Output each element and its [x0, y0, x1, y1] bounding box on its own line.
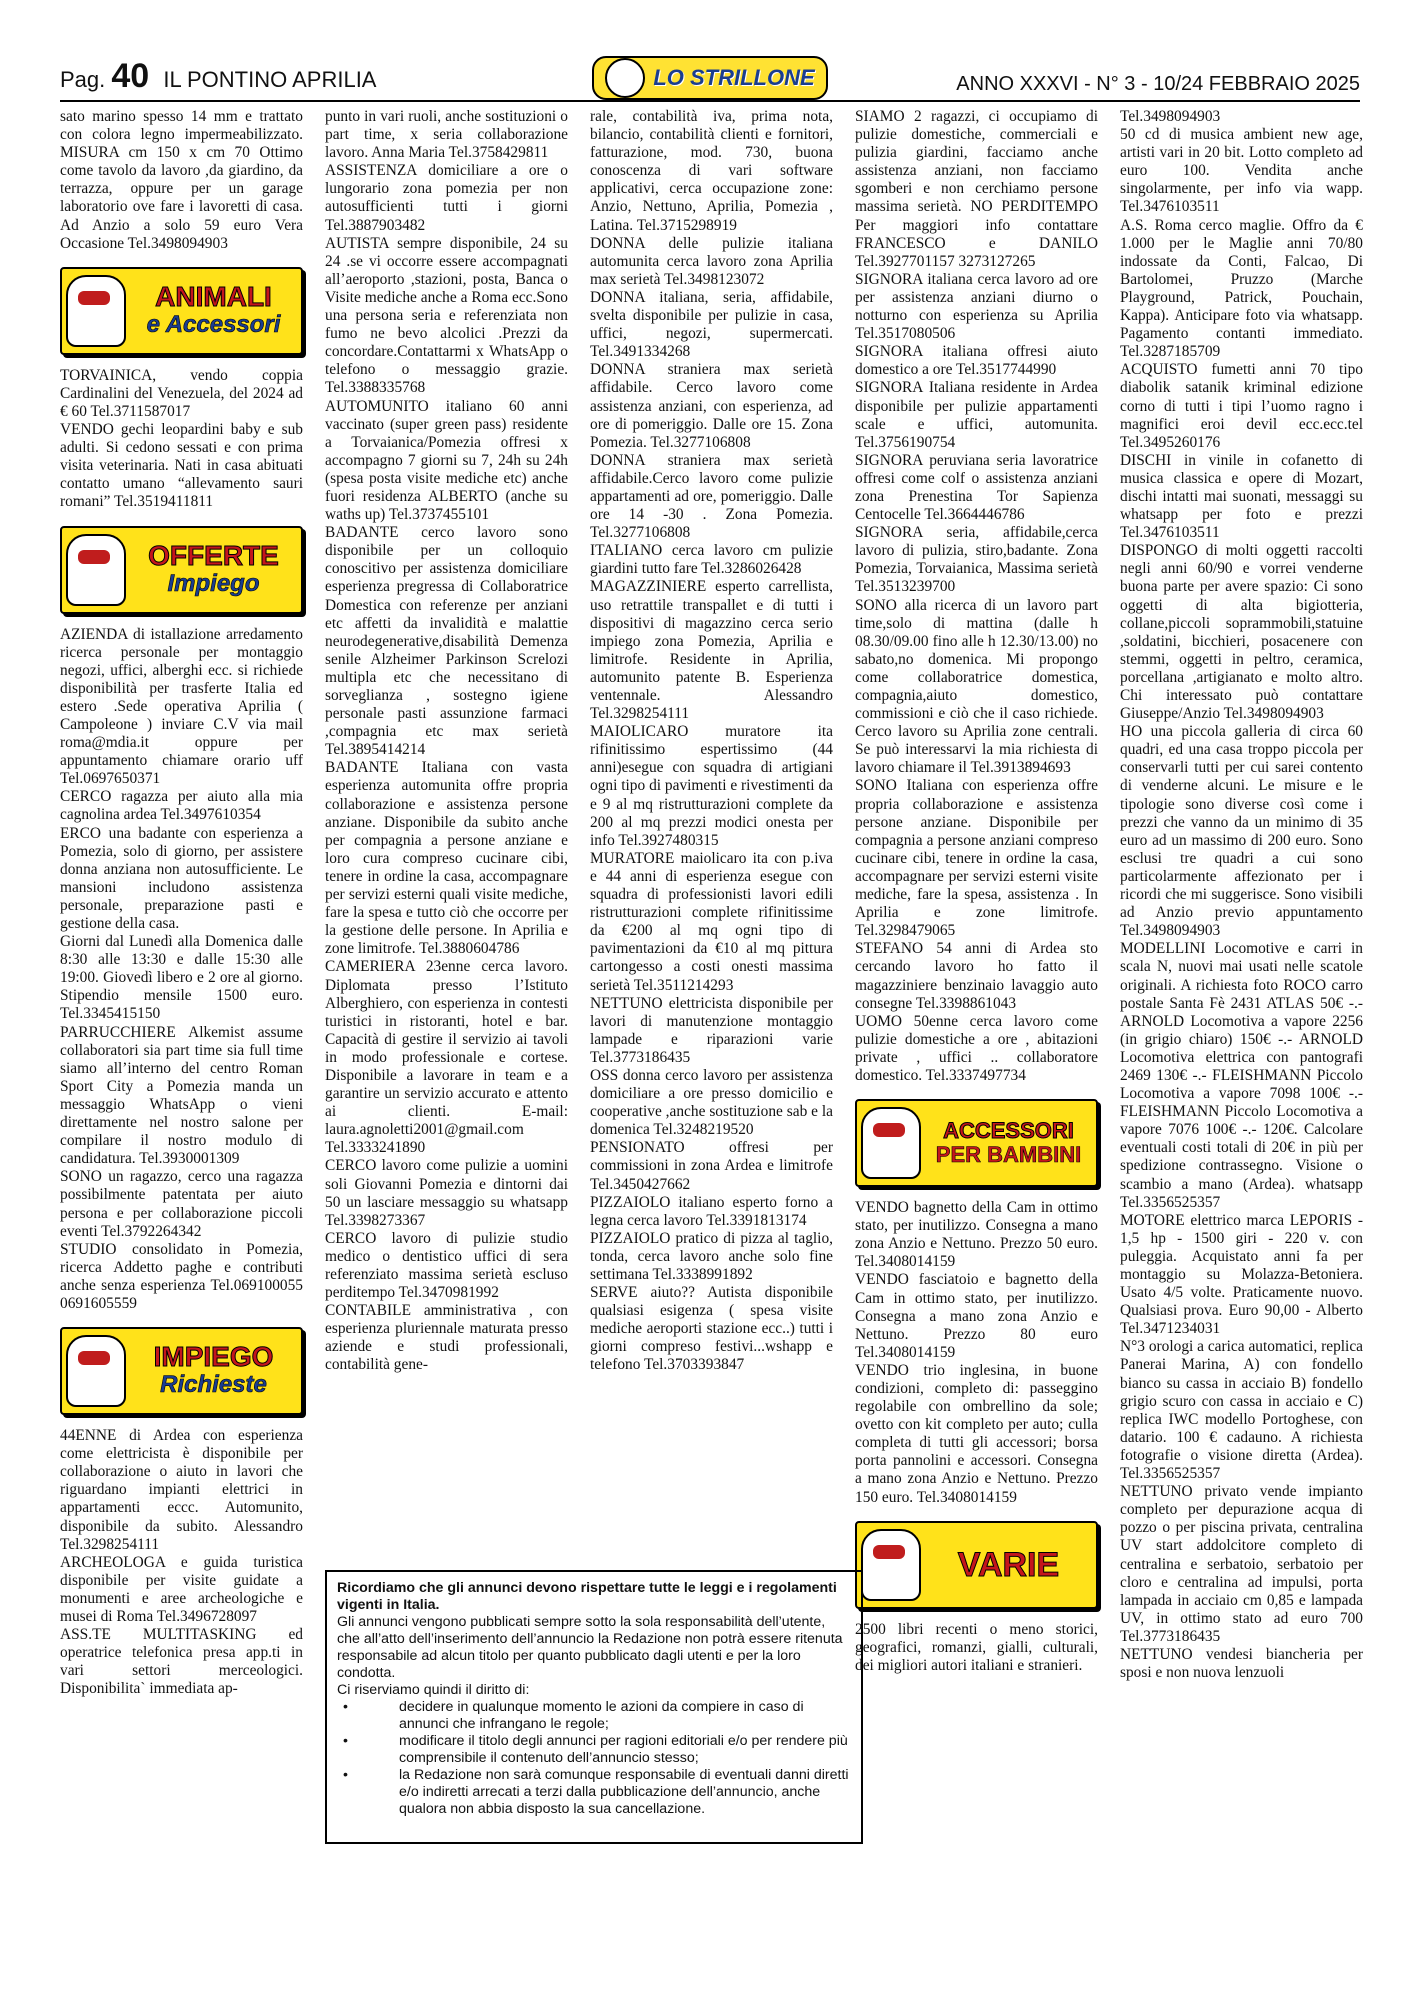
ad-text: SIGNORA italiana cerca lavoro ad ore per assistenza anziani diurno o notturno con esperienza su Aprilia Tel.3517080506 — [855, 270, 1098, 343]
ad-text: BADANTE cerco lavoro sono disponibile per un colloquio conoscitivo per assistenza domiciliare esperienza pregressa di Collaboratrice Domestica con referenze per anziani etc affetti da invalidità e malattie neurodegenerative,disabilità Demenza senile Alzheimer Parkinson Screlozi multipla etc che necessitano di sorveglianza , sostegno igiene personale pasti assunzione farmaci ,compagnia etc max serietà Tel.3895414214 — [325, 524, 568, 759]
lo-strillone-logo — [592, 56, 828, 100]
ad-text: Tel.3498094903 — [1120, 108, 1221, 125]
ad-text: ASS.TE MULTITASKING ed operatrice telefonica presa app.ti in vari settori merceologici. Disponibilita` immediata ap- — [60, 1626, 303, 1698]
ad-text: SONO alla ricerca di un lavoro part time,solo di mattina (dalle h 08.30/09.00 fino alle h 12.30/13.00) no sabato,no domenica. Mi propongo come collaboratrice domestica, compagnia,aiuto domestico, commissioni e ciò che il caso richiede. Cerco lavoro su Aprilia zone centrali. Se può interessarvi la mia richiesta di lavoro chiamare il Tel.3913894693 — [855, 596, 1098, 777]
ad-text: DISPONGO di molti oggetti raccolti negli anni 60/90 e vorrei venderne buona parte per avere spazio: Ci sono oggetti di alta bigiotteria, collane,piccoli soprammobili,statuine ,soldatini, bicchieri, posacenere con stemmi, oggetti in peltro, ceramica, porcellana ,artigianato e molto altro. Chi interessato può contattare Giuseppe/Anzio Tel.3498094903 — [1120, 542, 1363, 723]
ad-text: SONO Italiana con esperienza offre propria collaborazione e assistenza persone anziane. Disponibile per compagnia a persone anziani compreso cucinare cibi, tenere in ordine la casa, accompagnare per servizi esterni visite mediche, fare la spesa, assistenza . In Aprilia e zone limitrofe. Tel.3298479065 — [855, 777, 1098, 940]
ad-text: rale, contabilità iva, prima nota, bilancio, contabilità clienti e fornitori, fatturazione, mod. 730, buona conoscenza di vari software applicativi, cerca occupazione zone: Anzio, Nettuno, Aprilia, Pomezia , Latina. Tel.3715298919 — [590, 108, 833, 234]
ad-text: 50 cd di musica ambient new age, artisti vari in 20 bit. Lotto completo ad euro 100. Vendita anche singolarmente, per info via wapp. Tel.3476103511 — [1120, 126, 1363, 216]
ad-text: NETTUNO elettricista disponibile per lavori di manutenzione montaggio lampade e riparazioni varie Tel.3773186435 — [590, 994, 833, 1066]
notice-paragraph: Ci riserviamo quindi il diritto di: — [337, 1682, 530, 1698]
ad-text: MAIOLICARO muratore ita rifinitissimo espertissimo (44 anni)esegue con squadra di artigiani ogni tipo di pavimenti e rivestimenti da e 9 al mq ristrutturazioni complete da 200 al mq prezzi modici onesta per info Tel.3927480315 — [590, 723, 833, 849]
ad-text: ARCHEOLOGA e guida turistica disponibile per visite guidate a monumenti e aree archeologiche e musei di Roma Tel.3496728097 — [60, 1553, 303, 1625]
ad-text: DONNA delle pulizie italiana automunita cerca lavoro zona Aprilia max serietà Tel.3498123072 — [590, 234, 833, 288]
column-5 — [1120, 108, 1363, 1682]
ad-text: OSS donna cerco lavoro per assistenza domiciliare a ore presso domicilio e cooperative ,anche sostituzione sab e la domenica Tel.3248219520 — [590, 1066, 833, 1139]
banner-subtitle: PER BAMBINI — [935, 1142, 1082, 1168]
column-2 — [325, 108, 568, 1375]
page-label: Pag. — [60, 67, 106, 92]
ad-text: SIGNORA seria, affidabile,cerca lavoro di pulizia, stiro,badante. Zona Pomezia, Torvaianica, Massima serietà Tel.3513239700 — [855, 524, 1098, 596]
ad-text: CERCO lavoro come pulizie a uomini soli Giovanni Pomezia e dintorni dai 50 un lasciare messaggio su whatsapp Tel.3398273367 — [325, 1157, 568, 1229]
ad-text: SONO un ragazzo, cerco una ragazza possibilmente patentata per aiuto persona e per collaborazione piccoli eventi Tel.3792264342 — [60, 1168, 303, 1240]
rules-notice-box — [325, 1570, 863, 1844]
ad-text: AUTISTA sempre disponibile, 24 su 24 .se vi occorre essere accompagnati all’aeroporto ,stazioni, posta, Banca o Visite mediche anche a Roma ecc.Sono una persona seria e referenziata non fumo ne bevo alcolici .Prezzi da concordare.Contattarmi x WhatsApp o telefono o messaggio grazie. Tel.3388335768 — [325, 234, 568, 397]
ad-text: SIGNORA italiana offresi aiuto domestico a ore Tel.3517744990 — [855, 343, 1098, 379]
ad-text: DONNA italiana, seria, affidabile, svelta disponibile per pulizie in casa, uffici, negozi, supermercati. Tel.3491334268 — [590, 288, 833, 361]
ad-text: AUTOMUNITO italiano 60 anni vaccinato (super green pass) residente a Torvaianica/Pomezia offresi x accompagno 7 giorni su 7, 24h su 24h (spesa posta visite mediche etc) anche fuori residenza ALBERTO (anche su waths up) Tel.3737455101 — [325, 397, 568, 524]
ad-text: MOTORE elettrico marca LEPORIS - 1,5 hp - 1500 giri - 220 v. con puleggia. Acquistato anni fa per montaggio su Molazza-Betoniera. Usato 4/5 volte. Praticamente nuovo. Qualsiasi prova. Euro 90,00 - Alberto Tel.3471234031 — [1120, 1211, 1363, 1338]
ad-text: MAGAZZINIERE esperto carrellista, uso retrattile transpallet e di tutti i dispositivi di magazzino cerca serio impiego zona Pomezia, Aprilia e limitrofe. Residente in Aprilia, automunito patente B. Esperienza ventennale. Alessandro Tel.3298254111 — [590, 578, 833, 723]
ad-text: CAMERIERA 23enne cerca lavoro. Diplomata presso l’Istituto Alberghiero, con esperienza in contesti turistici in ristoranti, hotel e bar. Capacità di gestire il servizio ai tavoli in modo professionale e cortese. Disponibile a lavorare in team e a garantire un servizio accurato e attento ai clienti. E-mail: laura.agnoletti2001@gmail.com Tel.3333241890 — [325, 958, 568, 1157]
section-banner-animali — [60, 267, 303, 355]
mascot-icon — [861, 1107, 921, 1179]
ad-text: sato marino spesso 14 mm e trattato con colora legno impermeabilizzato. MISURA cm 150 x cm 70 Ottimo come tavolo da lavoro ,da giardino, da terrazza, oppure per un garage laboratorio ove fare i lavoretti di casa. Ad Anzio a solo 59 euro Vera Occasione Tel.3498094903 — [60, 108, 303, 252]
ad-text: HO una piccola galleria di circa 60 quadri, ed una casa troppo piccola per conservarli tutti per cui sarei contento di venderne alcuni. Le misure e le tipologie sono diverse così come i prezzi che vanno da un minimo di 35 euro ad un massimo di 200 euro. Sono esclusi tre quadri a cui sono particolarmente affezionato per i ricordi che mi suggerisce. Sono visibili ad Anzio previo appuntamento Tel.3498094903 — [1120, 723, 1363, 940]
mascot-icon — [66, 275, 126, 347]
notice-item: • decidere in qualunque momento le azioni da compiere in caso di annunci che infrangano le regole; — [349, 1699, 851, 1733]
mascot-icon — [66, 1335, 126, 1407]
ad-text: NETTUNO privato vende impianto completo per depurazione acqua di pozzo o per piscina privata, centralina UV start addolcitore completo di centralina e serbatoio, serbatoio per cloro e centralina ad impulsi, porta lampada in acciaio cm 0,85 e lampada UV, in ottimo stato ad euro 700 Tel.3773186435 — [1120, 1483, 1363, 1645]
ad-text: A.S. Roma cerco maglie. Offro da € 1.000 per le Maglie anni 70/80 indossate da Conti, Falcao, Di Bartolomei, Pruzzo (Marche Playground, Patrick, Pouchain, Kappa). Anticipare foto via whatsapp. Pagamento contanti immediato. Tel.3287185709 — [1120, 216, 1363, 361]
paper-name: IL PONTINO APRILIA — [163, 67, 377, 92]
ad-text: SERVE aiuto?? Autista disponibile qualsiasi esigenza ( spesa visite mediche aeroporti stazione ecc..) tutti i giorni compreso festivi...wshapp e telefono Tel.3703393847 — [590, 1284, 833, 1374]
ad-text: DONNA straniera max serietà affidabile. Cerco lavoro come assistenza anziani, con esperienza, ad ore di pomeriggio. Dalle ore 15. Zona Pomezia. Tel.3277106808 — [590, 361, 833, 451]
ad-text: CERCO lavoro di pulizie studio medico o dentistico uffici di sera referenziato massima serietà escluso perditempo Tel.3470981992 — [325, 1229, 568, 1302]
section-banner-varie — [855, 1521, 1098, 1609]
mascot-icon — [66, 534, 126, 606]
ad-text: STEFANO 54 anni di Ardea sto cercando lavoro ho fatto il magazziniere benzinaio lavaggio auto consegne Tel.3398861043 — [855, 940, 1098, 1012]
ad-text: PIZZAIOLO italiano esperto forno a legna cerca lavoro Tel.3391813174 — [590, 1193, 833, 1229]
notice-title: Ricordiamo che gli annunci devono rispettare tutte le leggi e i regolamenti vigenti in Italia. — [337, 1580, 837, 1613]
ad-text: PARRUCCHIERE Alkemist assume collaboratori sia part time sia full time siamo all’interno del centro Roman Sport City a Pomezia manda un messaggio WhatsApp o vieni direttamente nel nostro salone per compilare il nostro modulo di candidatura. Tel.3930001309 — [60, 1023, 303, 1168]
ad-text: ASSISTENZA domiciliare a ore o lungorario zona pomezia per non autosufficienti tutti i giorni Tel.3887903482 — [325, 162, 568, 234]
banner-title: ACCESSORI — [943, 1118, 1074, 1144]
ad-text: CONTABILE amministrativa , con esperienza pluriennale maturata presso aziende e studi professionali, contabilità gene- — [325, 1302, 568, 1374]
ad-text: DONNA straniera max serietà affidabile.Cerco lavoro come pulizie appartamenti ad ore, pomeriggio. Dalle ore 14 -30 . Zona Pomezia. Tel.3277106808 — [590, 451, 833, 542]
column-3 — [590, 108, 833, 1375]
ad-text: DISCHI in vinile in cofanetto di musica classica e opere di Mozart, dischi intatti mai suonati, messaggi su whatsapp per foto e prezzi Tel.3476103511 — [1120, 451, 1363, 542]
ad-text: AZIENDA di istallazione arredamento ricerca personale per montaggio negozi, uffici, alberghi ecc. si richiede disponibilità per trasferte Italia ed estero .Sede operativa Aprilia ( Campoleone ) inviare C.V via mail roma@mdia.it oppure per appuntamento chiamare orario uff Tel.0697650371 — [60, 625, 303, 788]
ad-text: VENDO gechi leopardini baby e sub adulti. Si cedono sessati e con prima visita veterinaria. Nati in casa abituati contatto umano “allevamento sauri romani” Tel.3519411811 — [60, 421, 303, 511]
ad-text: Giorni dal Lunedì alla Domenica dalle 8:30 alle 13:30 e dalle 15:30 alle 19:00. Giovedì libero e 2 ore al giorno. Stipendio mensile 1500 euro. Tel.3345415150 — [60, 933, 303, 1023]
notice-list — [337, 1699, 851, 1818]
banner-title: IMPIEGO — [153, 1341, 274, 1373]
ad-text: STUDIO consolidato in Pomezia, ricerca Addetto paghe e contributi anche senza esperienza Tel.069100055 0691605559 — [60, 1240, 303, 1312]
section-banner-accessori-bambini — [855, 1099, 1098, 1187]
banner-subtitle: Richieste — [160, 1371, 267, 1399]
ad-text: CERCO ragazza per aiuto alla mia cagnolina ardea Tel.3497610354 — [60, 788, 303, 824]
page-number-block — [60, 57, 376, 96]
column-1 — [60, 108, 303, 1698]
section-banner-impiego — [60, 1327, 303, 1415]
ad-text: SIGNORA Italiana residente in Ardea disponibile per pulizie appartamenti scale e uffici, automunita. Tel.3756190754 — [855, 379, 1098, 451]
notice-item: • modificare il titolo degli annunci per ragioni editoriali e/o per rendere più comprensibile il contenuto dell’annuncio stesso; — [349, 1733, 851, 1767]
ad-text: MODELLINI Locomotive e carri in scala N, nuovi mai usati nelle scatole originali. A richiesta foto ROCO carro postale Santa Fè 2431 ATLAS 50€ -.- ARNOLD Locomotiva a vapore 2256 (in grigio chiaro) 150€ -.- ARNOLD Locomotiva elettrica con pantografi 2469 130€ -.- FLEISHMANN Piccolo Locomotiva a vapore 7098 100€ -.- FLEISHMANN Piccolo Locomotiva a vapore 7076 100€ -.- 120€. Calcolare eventuali costi totali di 20€ in più per spedizione contrassegno. Visione o scambio a mano (Ardea). whatsapp Tel.3356525357 — [1120, 940, 1363, 1211]
section-banner-offerte — [60, 526, 303, 614]
ad-text: 2500 libri recenti o meno storici, geografici, romanzi, gialli, culturali, dei migliori autori italiani e stranieri. — [855, 1620, 1098, 1674]
ad-text: TORVAINICA, vendo coppia Cardinalini del Venezuela, del 2024 ad € 60 Tel.3711587017 — [60, 366, 303, 420]
ad-text: punto in vari ruoli, anche sostituzioni o part time, x seria collaborazione lavoro. Anna Maria Tel.3758429811 — [325, 108, 568, 162]
ad-text: NETTUNO vendesi biancheria per sposi e non nuova lenzuoli — [1120, 1645, 1363, 1682]
page-number: 40 — [111, 57, 150, 95]
ad-text: ITALIANO cerca lavoro cm pulizie giardini tutto fare Tel.3286026428 — [590, 542, 833, 578]
ad-text: VENDO fasciatoio e bagnetto della Cam in ottimo stato, per inutilizzo. Consegna a mano zona Anzio e Nettuno. Prezzo 80 euro Tel.3408014159 — [855, 1271, 1098, 1361]
issue-info: ANNO XXXVI - N° 3 - 10/24 FEBBRAIO 2025 — [956, 73, 1360, 95]
ad-text: ACQUISTO fumetti anni 70 tipo diabolik satanik kriminal edizione corno di tutti i tipi l’uomo ragno i magnifici eroi devil ecc.ecc.tel Tel.3495260176 — [1120, 361, 1363, 451]
ad-text: 44ENNE di Ardea con esperienza come elettricista è disponibile per collaborazione o aiuto in lavori che riguardano impianti elettrici in appartamenti eccc. Automunito, disponibile da subito. Alessandro Tel.3298254111 — [60, 1427, 303, 1553]
ad-text: SIAMO 2 ragazzi, ci occupiamo di pulizie domestiche, commerciali e pulizia giardini, facciamo anche assistenza anziani, non facciamo sgomberi e non cerchiamo persone massima serietà. NO PERDITEMPO Per maggiori info contattare FRANCESCO e DANILO Tel.3927701157 3273127265 — [855, 108, 1098, 270]
ad-text: VENDO trio inglesina, in buone condizioni, completo di: passeggino regolabile con ombrellino da sole; ovetto con kit completo per auto; culla completa di tutti gli accessori; borsa porta pannolini e accessori. Consegna a mano zona Anzio e Nettuno. Prezzo 150 euro. Tel.3408014159 — [855, 1361, 1098, 1506]
ad-text: VENDO bagnetto della Cam in ottimo stato, per inutilizzo. Consegna a mano zona Anzio e Nettuno. Prezzo 50 euro. Tel.3408014159 — [855, 1199, 1098, 1271]
banner-title: ANIMALI — [155, 280, 272, 312]
notice-item: • la Redazione non sarà comunque responsabile di eventuali danni diretti e/o indiretti arrecati a terzi dalla pubblicazione dell’annuncio, anche qualora non abbia disposto la sua cancellazione. — [349, 1767, 851, 1818]
banner-title: OFFERTE — [148, 539, 279, 571]
mascot-icon — [861, 1529, 921, 1601]
ad-text: PIZZAIOLO pratico di pizza al taglio, tonda, cerca lavoro anche solo fine settimana Tel.3338991892 — [590, 1229, 833, 1283]
banner-subtitle: e Accessori — [146, 310, 281, 338]
ad-text: BADANTE Italiana con vasta esperienza automunita offre propria collaborazione e assistenza persone anziane. Disponibile da subito anche per compagnia a persone anziane e loro cura compreso cucinare cibi, tenere in ordine la casa, accompagnare per servizi esterni quali visite mediche, fare la spesa e tutto ciò che occorre per la gestione delle persone. In Aprilia e zone limitrofe. Tel.3880604786 — [325, 759, 568, 958]
banner-title: VARIE — [957, 1545, 1060, 1584]
ad-text: SIGNORA peruviana seria lavoratrice offresi come colf o assistenza anziani zona Prenestina Tor Sapienza Centocelle Tel.3664446786 — [855, 451, 1098, 524]
column-4 — [855, 108, 1098, 1675]
notice-paragraph: Gli annunci vengono pubblicati sempre sotto la sola responsabilità dell’utente, che all’atto dell’inserimento dell’annuncio la Redazione non potrà essere ritenuta responsabile ad alcun titolo per quanto pubblicato dagli utenti e per la loro condotta. — [337, 1614, 843, 1681]
ad-text: UOMO 50enne cerca lavoro come pulizie domestiche a ore , abitazioni private , uffici .. collaboratore domestico. Tel.3337497734 — [855, 1012, 1098, 1084]
ad-text: N°3 orologi a carica automatici, replica Panerai Marina, A) con fondello bianco su cassa in acciaio B) fondello grigio scuro con cassa in acciaio e C) replica IWC modello Portoghese, con datario. 100 € cadauno. A richiesta fotografie o visione diretta (Ardea). Tel.3356525357 — [1120, 1338, 1363, 1483]
banner-subtitle: Impiego — [167, 569, 260, 597]
ad-text: ERCO una badante con esperienza a Pomezia, solo di giorno, per assistere donna anziana non autosufficiente. Le mansioni includono assistenza personale, preparazione pasti e gestione della casa. — [60, 824, 303, 932]
logo-text: LO STRILLONE — [653, 65, 815, 90]
ad-text: MURATORE maiolicaro ita con p.iva e 44 anni di esperienza esegue con squadra di professionisti lavori edili ristrutturazioni complete rifinitissime da €200 al mq ogni tipo di pavimentazioni da €10 al mq pittura cartongesso a costi onesti massima serietà Tel.3511214293 — [590, 849, 833, 994]
ad-text: PENSIONATO offresi per commissioni in zona Ardea e limitrofe Tel.3450427662 — [590, 1139, 833, 1193]
mascot-icon — [605, 58, 645, 98]
